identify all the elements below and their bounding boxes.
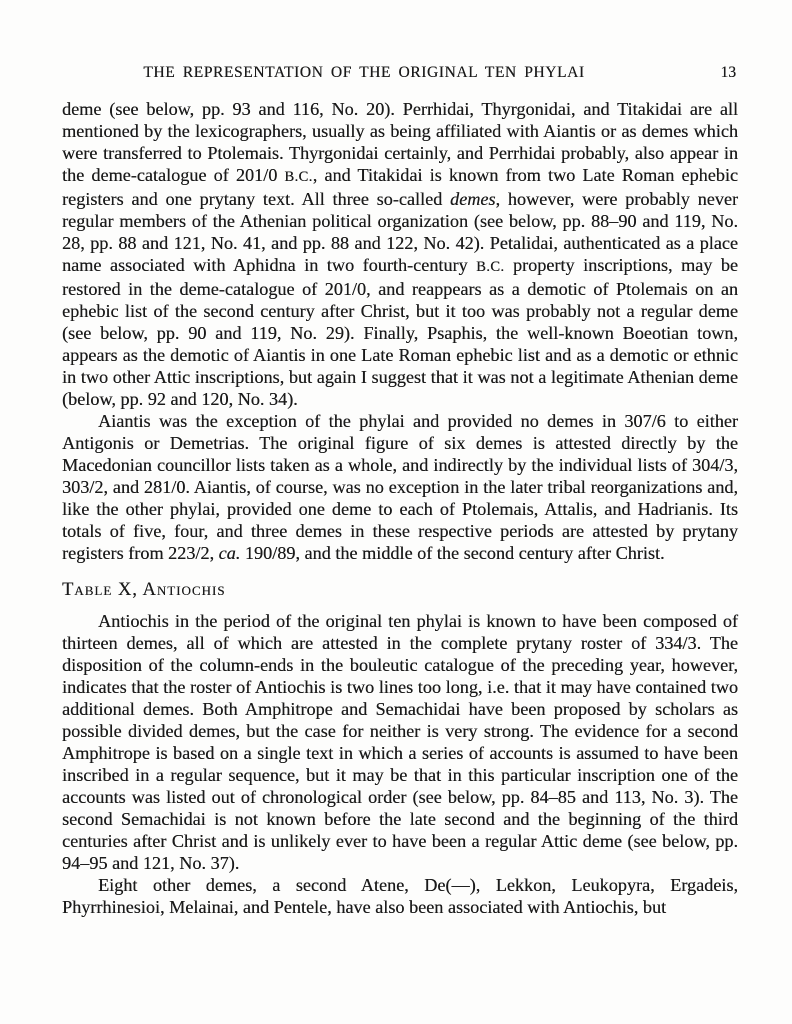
paragraph-antiochis-thirteen-demes: Antiochis in the period of the original ten phylai is known to have been composed of thirteen demes, all of which are attested in the complete prytany roster of 334/3. The disposition of the column-ends in the bouleutic catalogue of the preceding year, however, indicates that the roster of Antiochis is two lines too long, i.e. that it may have contained two additional demes. Both Amphitrope and Semachidai have been proposed by scholars as possible divided demes, but the case for neither is very strong. The evidence for a second Amphitrope is based on a single text in which a series of accounts is assumed to have been inscribed in a regular sequence, but it may be that in this particular inscription one of the accounts was listed out of chronological order (see below, pp. 84–85 and 113, No. 3). The second Semachidai is not known before the late second and the beginning of the third centuries after Christ and is unlikely ever to have been a regular Attic deme (see below, pp. 94–95 and 121, No. 37). — [62, 611, 738, 873]
page-body — [62, 98, 738, 918]
paragraph-aiantis-exception: Aiantis was the exception of the phylai and provided no demes in 307/6 to either Antigonis or Demetrias. The original figure of six demes is attested directly by the Macedonian councillor lists taken as a whole, and indirectly by the individual lists of 304/3, 303/2, and 281/0. Aiantis, of course, was no exception in the later tribal reorganizations and, like the other phylai, provided one deme to each of Ptolemais, Attalis, and Hadrianis. Its totals of five, four, and three demes in these respective periods are attested by prytany registers from 223/2, ca. 190/89, and the middle of the second century after Christ. — [62, 411, 738, 563]
page-header — [62, 64, 738, 86]
paragraph-eight-other-demes: Eight other demes, a second Atene, De(––), Lekkon, Leukopyra, Ergadeis, Phyrrhinesioi, Melainai, and Pentele, have also been associated with Antiochis, but — [62, 875, 738, 917]
running-title: THE REPRESENTATION OF THE ORIGINAL TEN PHYLAI — [143, 64, 585, 81]
page-number: 13 — [720, 64, 736, 81]
section-heading-table-x-antiochis: Table X, Antiochis — [62, 580, 226, 600]
paragraph-demes-lexicographers: deme (see below, pp. 93 and 116, No. 20). Perrhidai, Thyrgonidai, and Titakidai are all mentioned by the lexicographers, usually as being affiliated with Aiantis or as demes which were transferred to Ptolemais. Thyrgonidai certainly, and Perrhidai probably, also appear in the deme-catalogue of 201/0 B.C., and Titakidai is known from two Late Roman ephebic registers and one prytany text. All three so-called demes, however, were probably never regular members of the Athenian political organization (see below, pp. 88–90 and 119, No. 28, pp. 88 and 121, No. 41, and pp. 88 and 122, No. 42). Petalidai, authenticated as a place name associated with Aphidna in two fourth-century B.C. property inscriptions, may be restored in the deme-catalogue of 201/0, and reappears as a demotic of Ptolemais on an ephebic list of the second century after Christ, but it too was probably not a regular deme (see below, pp. 90 and 119, No. 29). Finally, Psaphis, the well-known Boeotian town, appears as the demotic of Aiantis in one Late Roman ephebic list and as a demotic or ethnic in two other Attic inscriptions, but again I suggest that it was not a legitimate Athenian deme (below, pp. 92 and 120, No. 34). — [62, 99, 739, 409]
